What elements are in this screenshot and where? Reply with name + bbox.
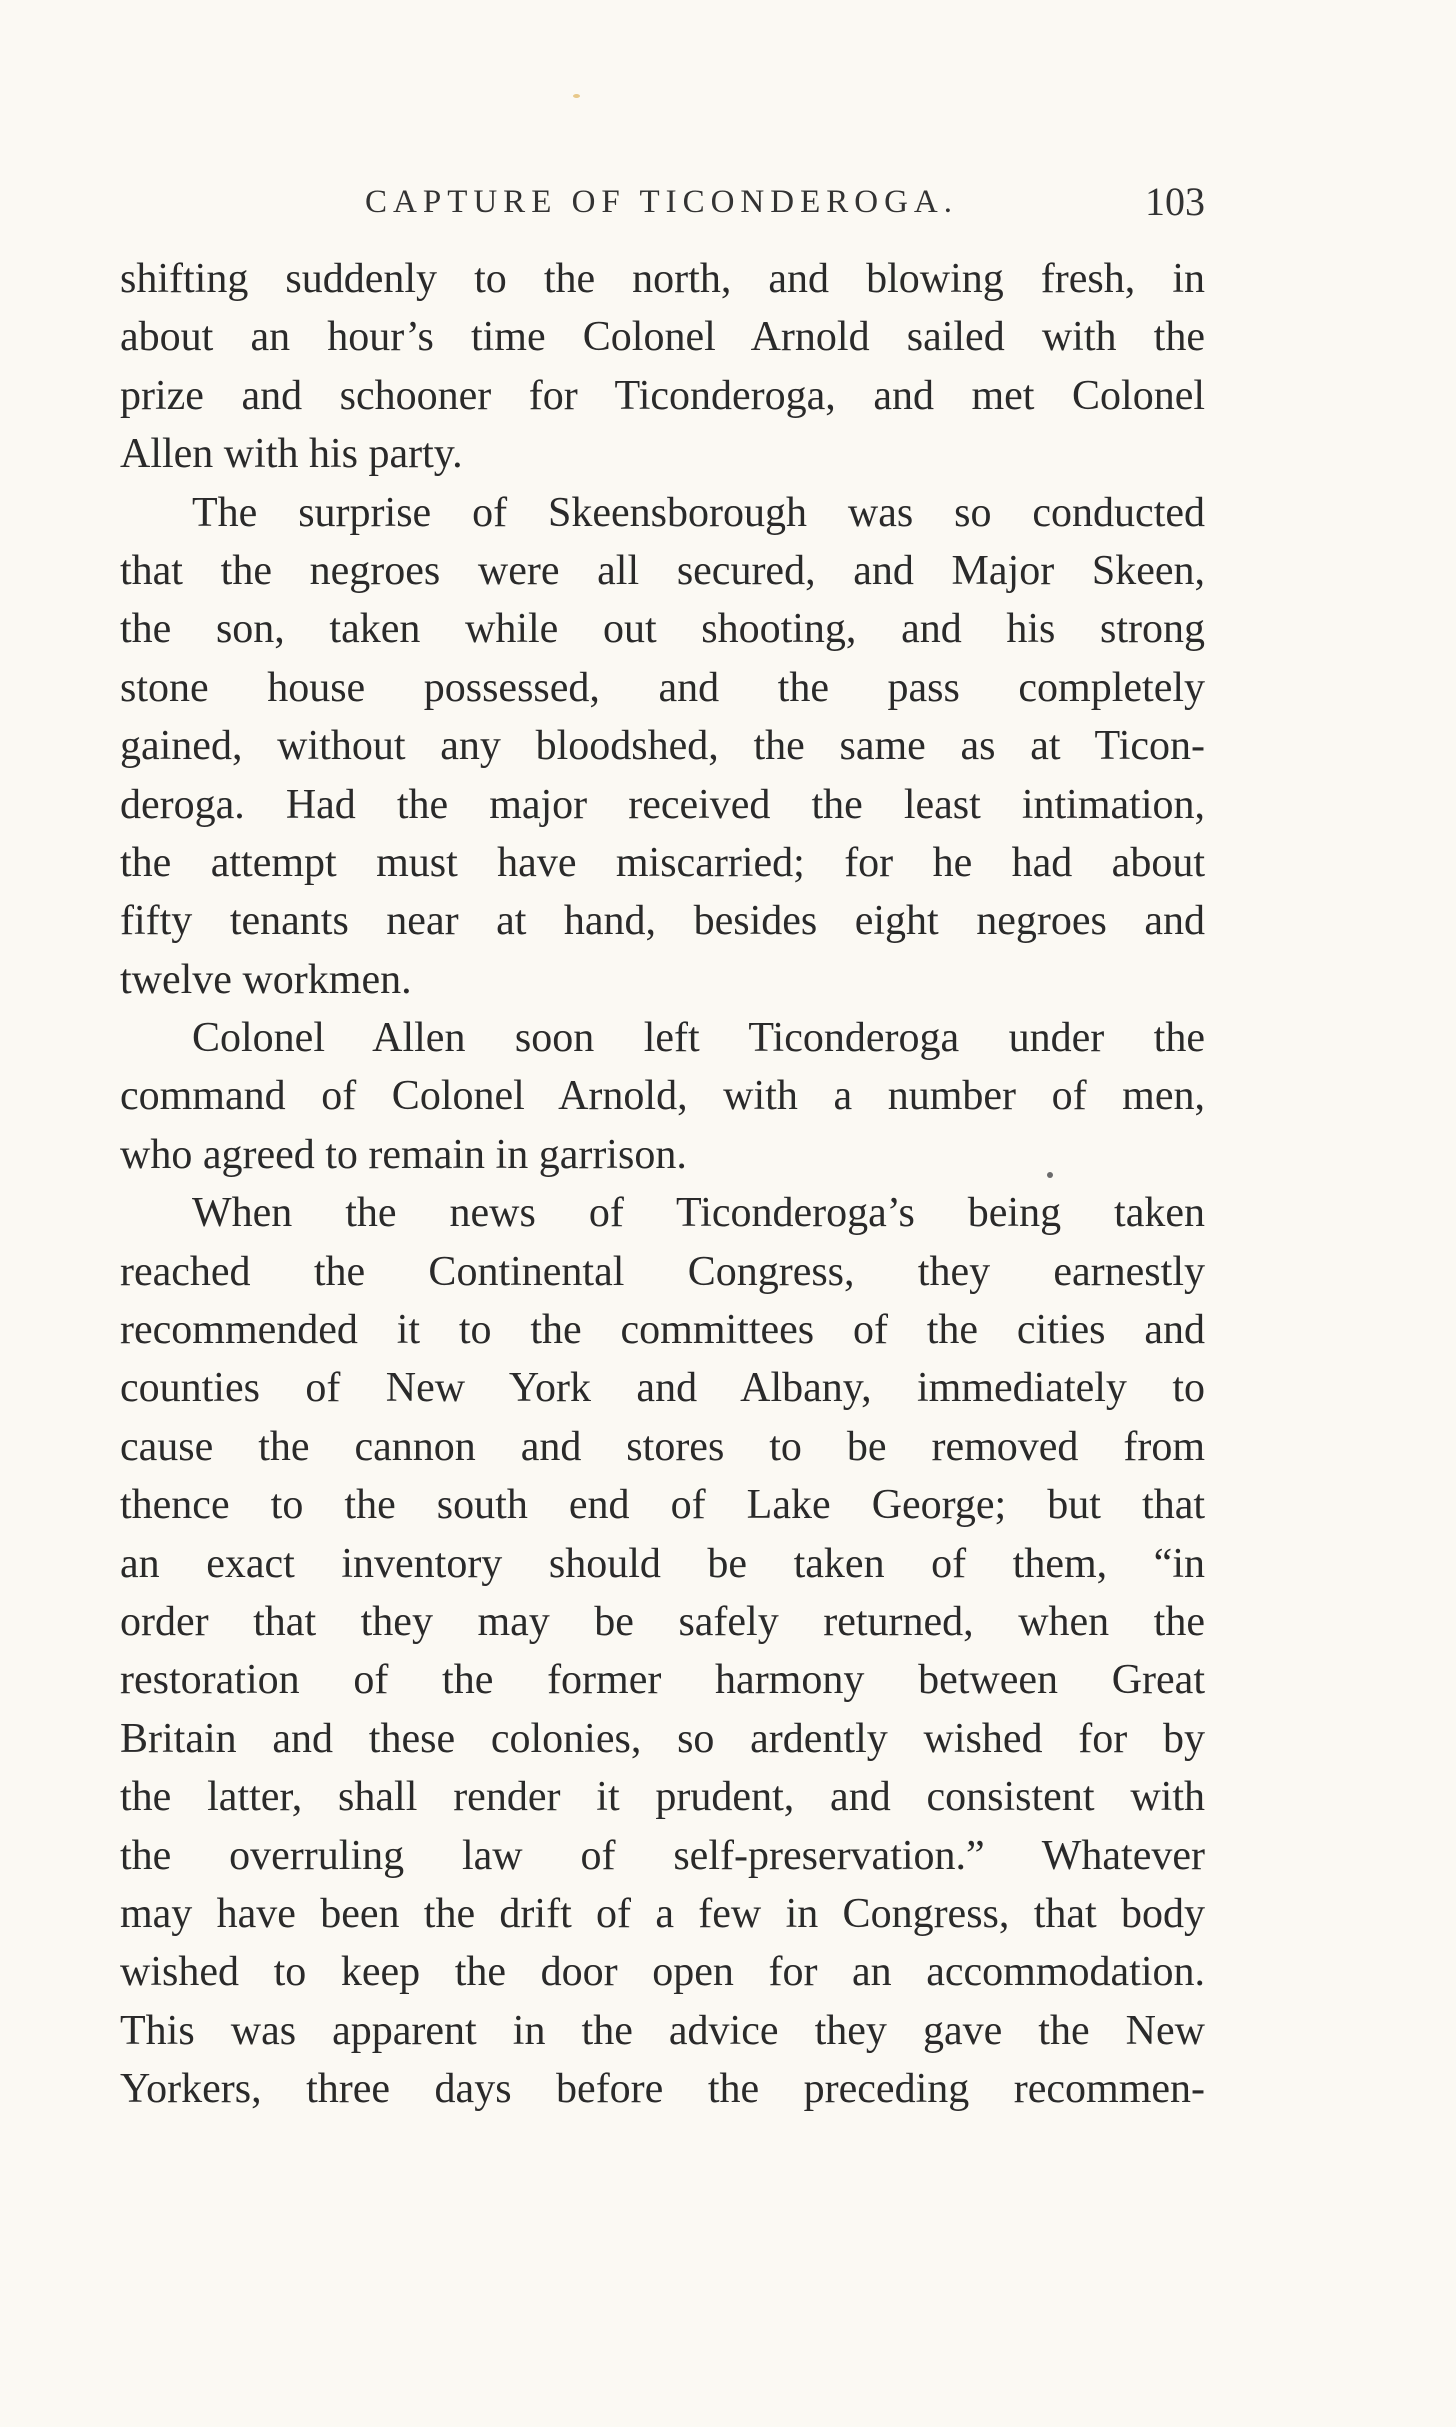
text-line: recommended it to the committees of the cities and xyxy=(120,1307,1205,1354)
text-line: that the negroes were all secured, and Major Skeen, xyxy=(120,547,1205,594)
text-line: the attempt must have miscarried; for he had about xyxy=(120,839,1205,886)
text-line: who agreed to remain in garrison. xyxy=(120,1131,687,1178)
text-line: about an hour’s time Colonel Arnold sailed with the xyxy=(120,314,1205,361)
text-line: stone house possessed, and the pass completely xyxy=(120,664,1205,711)
paper-speck xyxy=(573,94,580,98)
text-line: wished to keep the door open for an accommodation. xyxy=(120,1949,1205,1996)
text-line: deroga. Had the major received the least intimation, xyxy=(120,781,1205,828)
paragraph xyxy=(120,250,1205,484)
text-line: the overruling law of self-preservation.” Whatever xyxy=(120,1832,1205,1879)
text-line: cause the cannon and stores to be removed from xyxy=(120,1423,1205,1470)
text-line: thence to the south end of Lake George; but that xyxy=(120,1482,1205,1529)
text-line: restoration of the former harmony between Great xyxy=(120,1657,1205,1704)
text-line: Allen with his party. xyxy=(120,431,463,478)
body-text xyxy=(120,250,1205,2119)
paragraph xyxy=(120,1184,1205,2118)
text-line: Yorkers, three days before the preceding recommen- xyxy=(120,2066,1205,2113)
paragraph xyxy=(120,1009,1205,1184)
text-line: command of Colonel Arnold, with a number of men, xyxy=(120,1073,1205,1120)
text-line: the latter, shall render it prudent, and consistent with xyxy=(120,1774,1205,1821)
text-line: the son, taken while out shooting, and his strong xyxy=(120,606,1205,653)
text-line: gained, without any bloodshed, the same as at Ticon- xyxy=(120,723,1205,770)
text-line: shifting suddenly to the north, and blowing fresh, in xyxy=(120,256,1205,302)
text-line: Britain and these colonies, so ardently wished for by xyxy=(120,1715,1205,1762)
text-line: counties of New York and Albany, immediately to xyxy=(120,1365,1205,1412)
text-line: reached the Continental Congress, they earnestly xyxy=(120,1248,1205,1295)
text-line: The surprise of Skeensborough was so conducted xyxy=(192,489,1205,536)
running-head xyxy=(120,178,1205,238)
text-line: may have been the drift of a few in Congress, that body xyxy=(120,1890,1205,1937)
text-line: an exact inventory should be taken of them, “in xyxy=(120,1540,1205,1587)
text-line: When the news of Ticonderoga’s being taken xyxy=(192,1190,1205,1237)
paragraph xyxy=(120,484,1205,1010)
paper-speck xyxy=(1047,1172,1053,1178)
text-line: fifty tenants near at hand, besides eight negroes and xyxy=(120,898,1205,945)
text-line: prize and schooner for Ticonderoga, and met Colonel xyxy=(120,372,1205,419)
text-line: This was apparent in the advice they gave the New xyxy=(120,2007,1205,2054)
page-number: 103 xyxy=(1145,179,1205,224)
chapter-running-title: CAPTURE OF TICONDEROGA. xyxy=(365,184,959,220)
text-line: Colonel Allen soon left Ticonderoga under the xyxy=(192,1015,1205,1062)
text-line: twelve workmen. xyxy=(120,956,412,1003)
text-line: order that they may be safely returned, when the xyxy=(120,1598,1205,1645)
